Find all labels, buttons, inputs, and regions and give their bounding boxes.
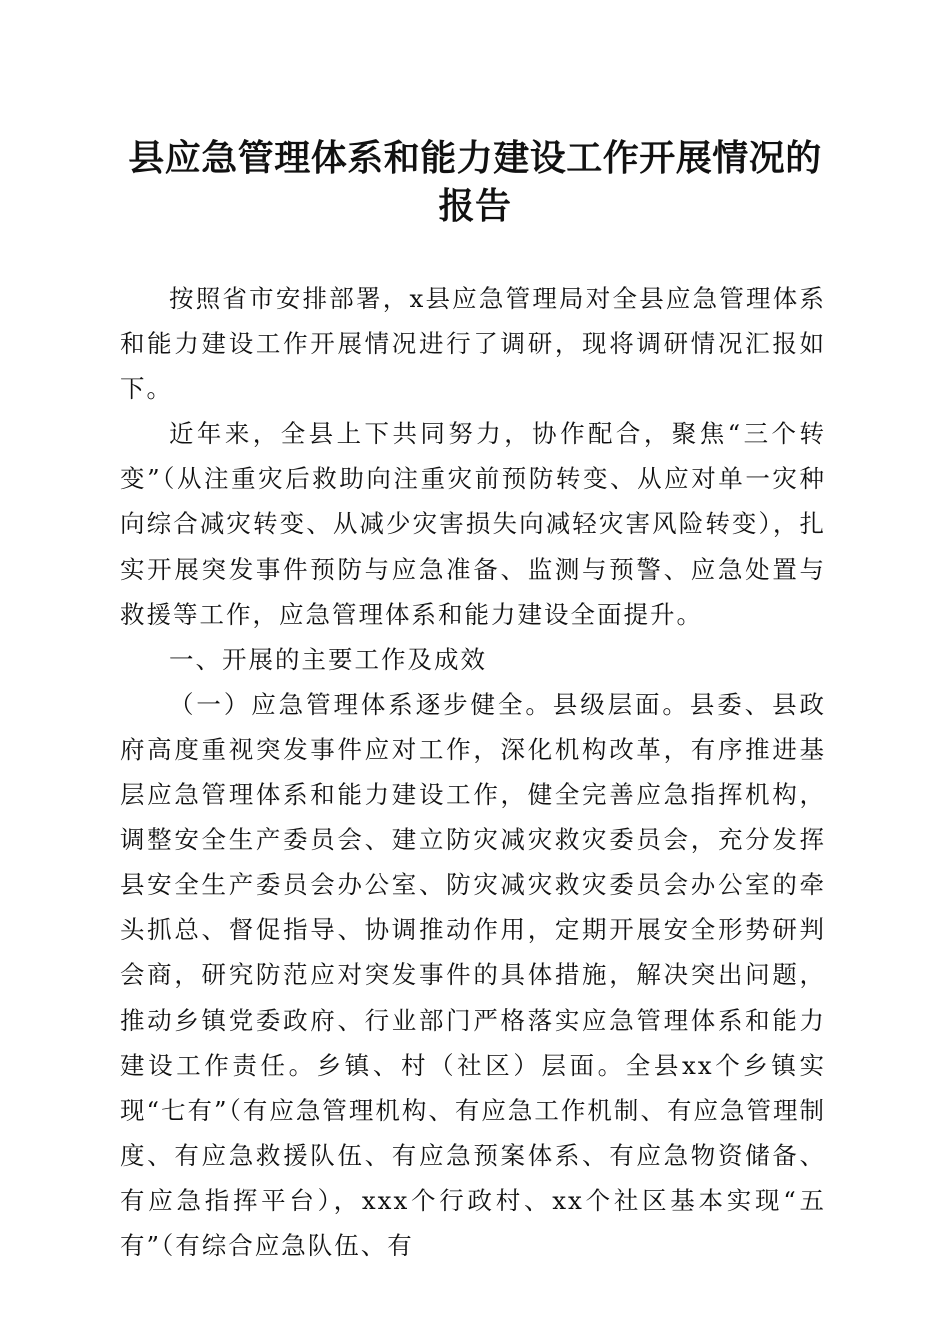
intro-paragraph: 按照省市安排部署，x县应急管理局对全县应急管理体系和能力建设工作开展情况进行了调研，现将调研情况汇报如下。: [120, 284, 826, 404]
overview-paragraph: 近年来，全县上下共同努力，协作配合，聚焦“三个转变”（从注重灾后救助向注重灾前预防转变、从应对单一灾种向综合减灾转变、从减少灾害损失向减轻灾害风险转变），扎实开展突发事件预防与应急准备、监测与预警、应急处置与救援等工作，应急管理体系和能力建设全面提升。: [120, 419, 826, 629]
subsection-heading: （一）应急管理体系逐步健全。: [169, 689, 553, 719]
subsection-text: 县级层面。县委、县政府高度重视突发事件应对工作，深化机构改革，有序推进基层应急管理体系和能力建设工作，健全完善应急指挥机构，调整安全生产委员会、建立防灾减灾救灾委员会，充分发挥县安全生产委员会办公室、防灾减灾救灾委员会办公室的牵头抓总、督促指导、协调推动作用，定期开展安全形势研判会商，研究防范应对突发事件的具体措施，解决突出问题，推动乡镇党委政府、行业部门严格落实应急管理体系和能力建设工作责任。乡镇、村（社区）层面。全县xx个乡镇实现“七有”（有应急管理机构、有应急工作机制、有应急管理制度、有应急救援队伍、有应急预案体系、有应急物资储备、有应急指挥平台），xxx个行政村、xx个社区基本实现“五有”（有综合应急队伍、有: [120, 689, 826, 1260]
section-heading: 一、开展的主要工作及成效: [169, 644, 487, 674]
document-body: [120, 276, 826, 1268]
subsection-paragraph: [120, 682, 826, 1268]
document-title: 县应急管理体系和能力建设工作开展情况的报告: [128, 137, 822, 227]
